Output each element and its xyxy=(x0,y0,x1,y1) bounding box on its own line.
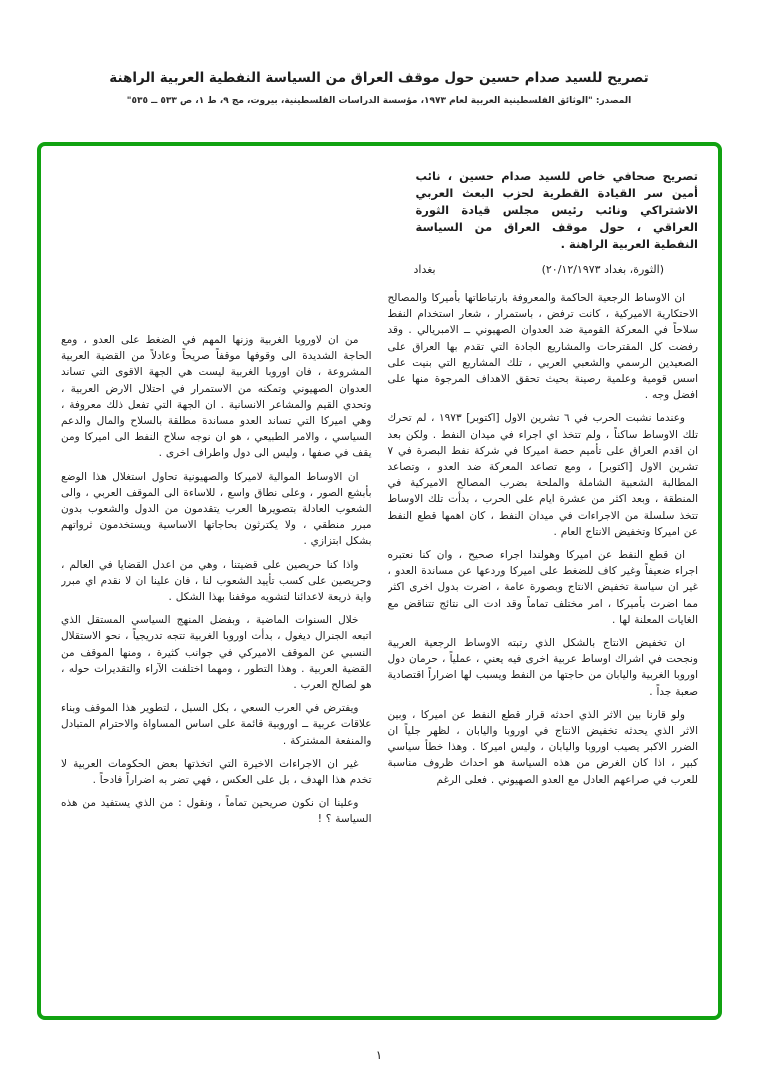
left-column xyxy=(61,332,372,996)
body-paragraph: ان تخفيض الانتاج بالشكل الذي رتبته الاوساط الرجعية العربية ونجحت في اشراك اوساط عربية اخرى فيه يعني ، عملياً ، حرمان دول اوروبا الغربية واليابان من حاجتها من النفط ويسبب لها اضراراً اقتصادية صعبة جداً . xyxy=(387,637,698,698)
body-paragraph: ان الاوساط الرجعية الحاكمة والمعروفة بارتباطاتها بأميركا والمصالح الاحتكارية الاميركية ، كانت ترفض ، باستمرار ، شعار استخدام النفط سلاحاً في المعركة القومية ضد العدوان الصهيوني ــ الامبريالي . وقد رفضت كل المقترحات والمشاريع الجادة التي تقدم بها العراق على الصعيدين الرسمي والشعبي العربي ، تلك المشاريع التي بنيت على اسس قومية وعلمية رصينة بحيث تحقق الاهداف المرجوة منها على افضل وجه . xyxy=(387,292,698,402)
dateline-source: (الثورة، بغداد ٢٠/١٢/١٩٧٣) xyxy=(541,263,664,276)
body-paragraph: ان الاوساط الموالية لاميركا والصهيونية تحاول استغلال هذا الوضع بأبشع الصور ، وعلى نطاق واسع ، للاساءة الى الموقف العربي ، والى الشعوب العادلة بتصويرها العرب يتقدمون من الدول والشعوب بدون مبرر منطقي ، ولا يكترثون بحاجاتها الاساسية ويستخدمون ثرواتهم بشكل ابتزازي . xyxy=(61,470,372,548)
page-title: تصريح للسيد صدام حسين حول موقف العراق من السياسة النفطية العربية الراهنة xyxy=(109,70,649,86)
document-frame xyxy=(37,142,722,1020)
body-paragraph: من ان لاوروبا الغربية وزنها المهم في الضغط على العدو ، ومع الحاجة الشديدة الى وقوفها موقفاً صريحاً وعادلاً من القضية العربية المشروعة ، فان اوروبا الغربية ليست هي الجهة الاقوى التي تساند العدوان الصهيوني وتمكنه من الاستمرار في احتلال الارض العربية ، وتحدي القيم والمشاعر الانسانية . ان الجهة التي تفعل ذلك معروفة ، وهي اميركا التي تساند العدو مساندة مطلقة بالسلاح والمال والدعم السياسي ، والامر الطبيعي ، هو ان نوجه سلاح النفط الى اميركا ومن يقف في صفها ، وليس الى دول واطراف اخرى . xyxy=(61,334,372,460)
body-paragraph: غير ان الاجراءات الاخيرة التي اتخذتها بعض الحكومات العربية لا تخدم هذا الهدف ، بل على العكس ، فهي تضر به اضراراً فادحاً . xyxy=(61,757,372,787)
body-paragraph: ولو قارنا بين الاثر الذي احدثه قرار قطع النفط عن اميركا ، وبين الاثر الذي يحدثه تخفيض الانتاج في اوروبا واليابان ، لظهر جلياً ان الضرر الاكبر يصيب اوروبا واليابان ، وليس اميركا . وهذا خطأ سياسي كبير ، اذا كان الغرض من هذه السياسة هو احداث ظروف مناسبة للعرب في صراعهم العادل مع العدو الصهيوني . فعلى الرغم xyxy=(387,708,698,786)
body-paragraph: ويفترض في العرب السعي ، بكل السبل ، لتطوير هذا الموقف وبناء علاقات عربية ــ اوروبية قائمة على اساس المساواة والاحترام المتبادل والمنفعة المشتركة . xyxy=(61,702,372,747)
intro-paragraph: تصريح صحافي خاص للسيد صدام حسين ، نائب أمين سر القيادة القطرية لحزب البعث العربي الاشتراكي ونائب رئيس مجلس قيادة الثورة العراقي ، حول موقف العراق من السياسة النفطية العربية الراهنة . xyxy=(415,169,698,251)
body-paragraph: وعلينا ان نكون صريحين تماماً ، ونقول : من الذي يستفيد من هذه السياسة ؟ ! xyxy=(61,797,372,826)
page-number: ١ xyxy=(375,1048,383,1062)
right-column xyxy=(388,168,699,996)
dateline xyxy=(388,263,699,276)
body-paragraph: خلال السنوات الماضية ، وبفضل المنهج السياسي المستقل الذي اتبعه الجنرال ديغول ، بدأت اوروبا الغربية تتجه تدريجياً ، نحو الاستقلال النسبي عن الموقف الاميركي في جوانب كثيرة ، ومنها الموقف من القضية العربية . وهذا التطور ، ومهما اختلفت الآراء والتقديرات حوله ، هو لصالح العرب . xyxy=(61,614,372,692)
body-paragraph: وعندما نشبت الحرب في ٦ تشرين الاول [اكتوبر] ١٩٧٣ ، لم تحرك تلك الاوساط ساكناً ، ولم تتخذ اي اجراء في ميدان النفط . ولكن بعد ان اقدم العراق على تأميم حصة اميركا في شركة نفط البصرة في ٧ تشرين الاول [اكتوبر] ، ومع تصاعد المعركة ضد العدو ، وتصاعد المطالبة الشعبية الشاملة والملحة بضرب المصالح الاميركية في المنطقة ، وبعد اكثر من عشرة ايام على الحرب ، بدأت تلك الاوساط تتخذ سلسلة من الاجراءات في ميدان النفط ، كان اهمها قطع النفط عن اميركا وتخفيض الانتاج العام . xyxy=(387,412,698,538)
document-header xyxy=(0,70,758,106)
body-paragraph: واذا كنا حريصين على قضيتنا ، وهي من اعدل القضايا في العالم ، وحريصين على كسب تأييد الشعوب لنا ، فان علينا ان لا نقدم اي مبرر واية ذريعة لاعدائنا لتشويه موقفنا بهذا الشكل . xyxy=(61,558,372,604)
body-paragraph: ان قطع النفط عن اميركا وهولندا اجراء صحيح ، وان كنا نعتبره اجراء ضعيفاً وغير كاف للضغط على اميركا وردعها عن مساندة العدو ، غير ان سياسة تخفيض الانتاج وبصورة عامة ، اضرت بدول اخرى اكثر مما اضرت بأميركا ، امر مختلف تماماً وقد ادت الى نتائج تتناقض مع الغايات المعلنة لها . xyxy=(387,549,698,626)
source-line: المصدر: "الوثائق الفلسطينية العربية لعام ١٩٧٣، مؤسسة الدراسات الفلسطينية، بيروت، مج ٩، ط ١، ص ٥٣٣ ــ ٥٣٥" xyxy=(126,96,632,106)
dateline-city: بغداد xyxy=(413,263,436,276)
